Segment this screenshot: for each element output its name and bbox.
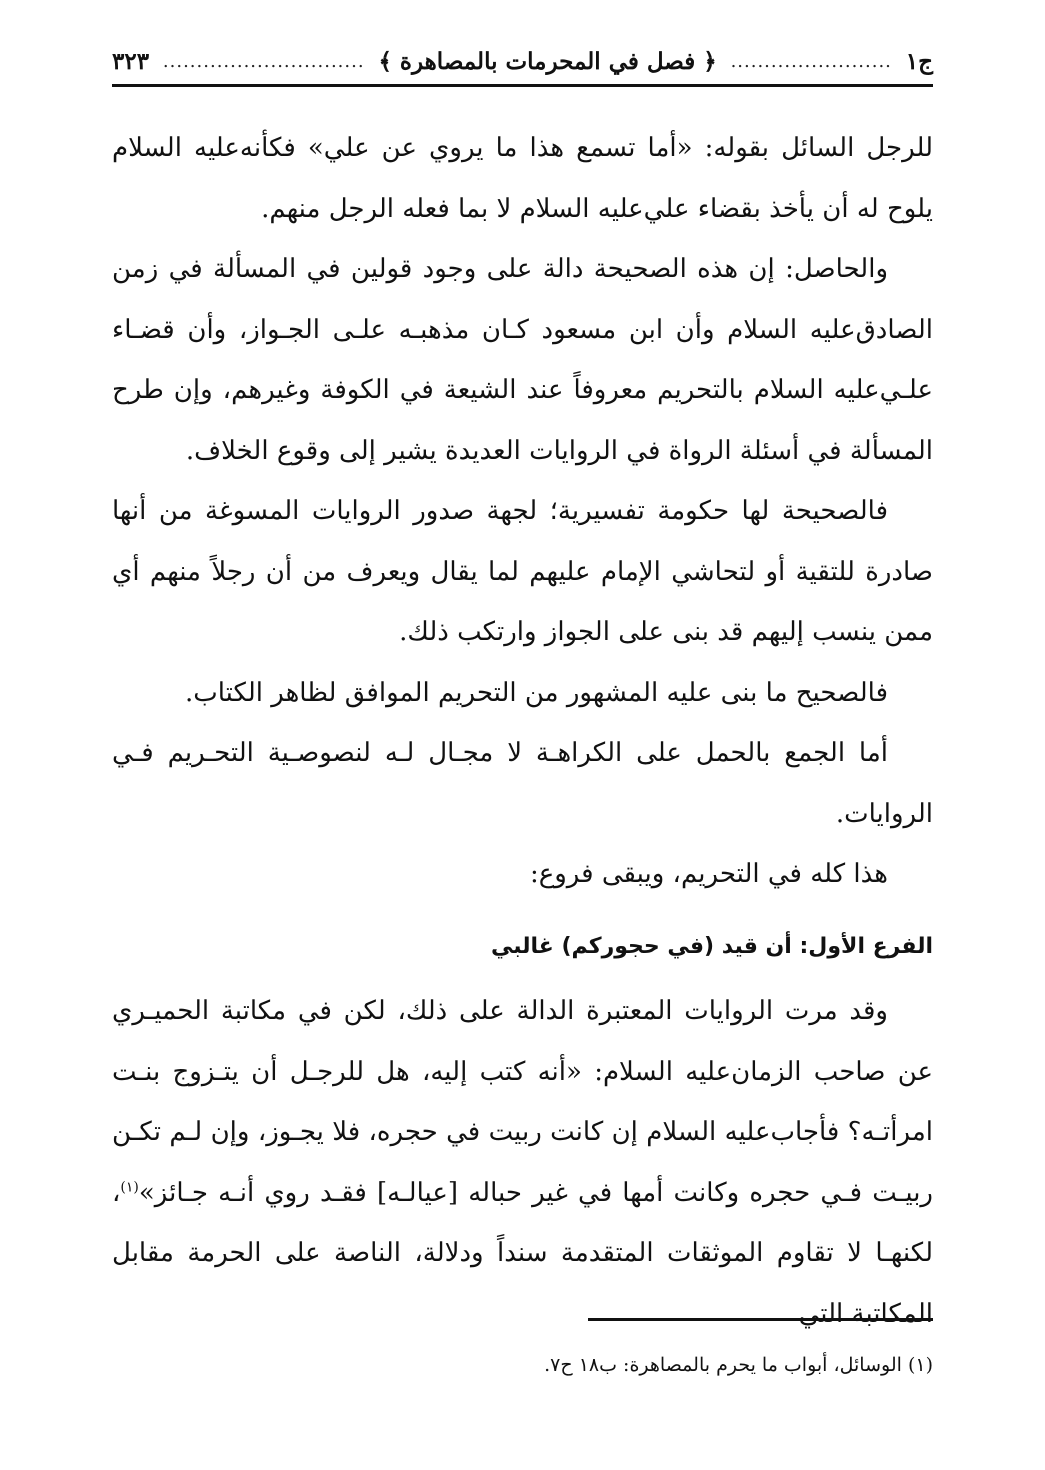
paragraph-7 <box>112 981 933 1344</box>
paragraph-4: فالصحيح ما بنى عليه المشهور من التحريم الموافق لظاهر الكتاب. <box>184 677 888 708</box>
volume-label: ج١ <box>905 47 933 75</box>
footnote-1: (١) الوسائل، أبواب ما يحرم بالمصاهرة: ب١٨ ح٧. <box>544 1354 933 1376</box>
footnote-separator <box>588 1318 933 1321</box>
paragraph-7-continuation: ، لكنهـا لا تقاوم الموثقات المتقدمة سنداً ودلالة، الناصة على الحرمة مقابل المكاتبة التي <box>112 1177 933 1329</box>
paragraph-5: أما الجمع بالحمل على الكراهـة لا مجـال لـه لنصوصـية التحـريم فـي الروايات. <box>112 738 933 829</box>
paragraph-2: والحاصل: إن هذه الصحيحة دالة على وجود قولين في المسألة في زمن الصادق‌عليه السلام وأن ابن مسعود كـان مذهبـه علـى الجـواز، وأن قضـاء علـي‌عليه السلام بالتحريم معروفاً عند الشيعة في الكوفة وغيرهم، وإن طرح المسألة في أسئلة الرواة في الروايات العديدة يشير إلى وقوع الخلاف. <box>112 254 933 466</box>
chapter-title: ﴿ فصل في المحرمات بالمصاهرة ﴾ <box>378 47 717 75</box>
running-header <box>112 38 933 87</box>
paragraph-3: فالصحيحة لها حكومة تفسيرية؛ لجهة صدور الروايات المسوغة من أنها صادرة للتقية أو لتحاشي الإمام عليهم لما يقال ويعرف من أن رجلاً منهم أي ممن ينسب إليهم قد بنى على الجواز وارتكب ذلك. <box>112 496 933 647</box>
footnote-marker[interactable]: (١) <box>120 1178 139 1195</box>
paragraph-7-text: وقد مرت الروايات المعتبرة الدالة على ذلك، لكن في مكاتبة الحميـري عن صاحب الزمان‌عليه السلام: «أنه كتب إليه، هل للرجـل أن يتـزوج بنـت امرأتـه؟ فأجاب‌عليه السلام إن كانت ربيت في حجره، فلا يجـوز، وإن لـم تكـن ربيـت فـي حجره وكانت أمها في غير حباله [عيالـه] فقـد روي أنـه جـائز» <box>112 996 933 1208</box>
page-number: ٣٢٣ <box>112 47 150 75</box>
main-text <box>112 118 933 1344</box>
section-heading: الفرع الأول: أن قيد (في حجوركم) غالبي <box>491 933 933 959</box>
paragraph-6: هذا كله في التحريم، ويبقى فروع: <box>529 859 888 889</box>
leader-dots-left: .............................. <box>162 50 365 72</box>
leader-dots-right: ........................ <box>730 50 892 72</box>
paragraph-1: للرجل السائل بقوله: «أما تسمع هذا ما يروي عن علي» فكأنه‌عليه السلام يلوح له أن يأخذ بقضاء علي‌عليه السلام لا بما فعله الرجل منهم. <box>112 133 933 224</box>
